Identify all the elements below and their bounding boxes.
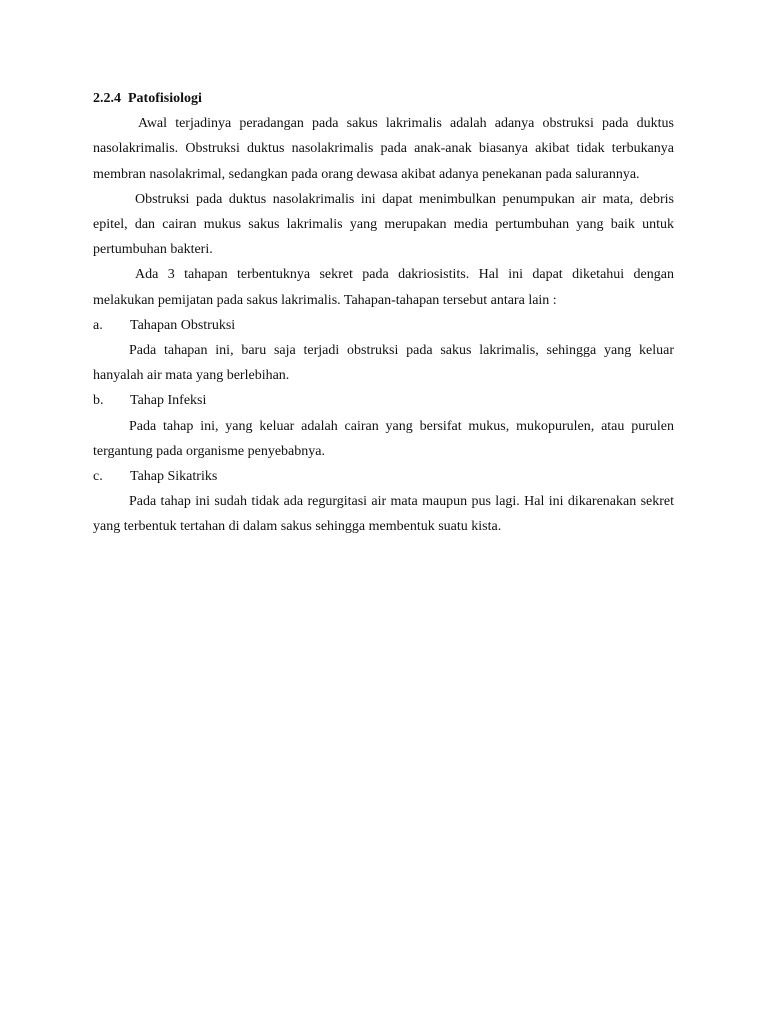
list-marker: a.	[93, 317, 103, 333]
stage-description-c: Pada tahap ini sudah tidak ada regurgitasi air mata maupun pus lagi. Hal ini dikarenakan sekret yang terbentuk tertahan di dalam sakus sehingga membentuk suatu kista.	[93, 494, 674, 535]
paragraph-intro: Awal terjadinya peradangan pada sakus lakrimalis adalah adanya obstruksi pada duktus nasolakrimalis. Obstruksi duktus nasolakrimalis pada anak-anak biasanya akibat tidak terbukanya membran nasolakrimal, sedangkan pada orang dewasa akibat adanya penekanan pada salurannya.	[93, 116, 674, 182]
section-heading	[93, 86, 674, 111]
stage-label: Tahap Sikatriks	[130, 469, 218, 485]
stage-label: Tahap Infeksi	[130, 393, 207, 409]
stage-item-a	[93, 313, 674, 338]
stage-item-c	[93, 464, 674, 489]
stage-description-a: Pada tahapan ini, baru saja terjadi obstruksi pada sakus lakrimalis, sehingga yang keluar hanyalah air mata yang berlebihan.	[93, 343, 674, 384]
stage-label: Tahapan Obstruksi	[130, 317, 236, 333]
paragraph-secretion-stages: Ada 3 tahapan terbentuknya sekret pada dakriosistits. Hal ini dapat diketahui dengan melakukan pemijatan pada sakus lakrimalis. Tahapan-tahapan tersebut antara lain :	[93, 267, 674, 308]
stage-item-b	[93, 388, 674, 413]
paragraph-obstruction-effects: Obstruksi pada duktus nasolakrimalis ini dapat menimbulkan penumpukan air mata, debris epitel, dan cairan mukus sakus lakrimalis yang merupakan media pertumbuhan yang baik untuk pertumbuhan bakteri.	[93, 191, 674, 258]
list-marker: c.	[93, 469, 103, 485]
document-body	[93, 86, 674, 540]
stage-description-b: Pada tahap ini, yang keluar adalah cairan yang bersifat mukus, mukopurulen, atau purulen tergantung pada organisme penyebabnya.	[93, 418, 674, 459]
list-marker: b.	[93, 393, 104, 409]
section-title: Patofisiologi	[128, 91, 202, 106]
section-number: 2.2.4	[93, 91, 121, 106]
